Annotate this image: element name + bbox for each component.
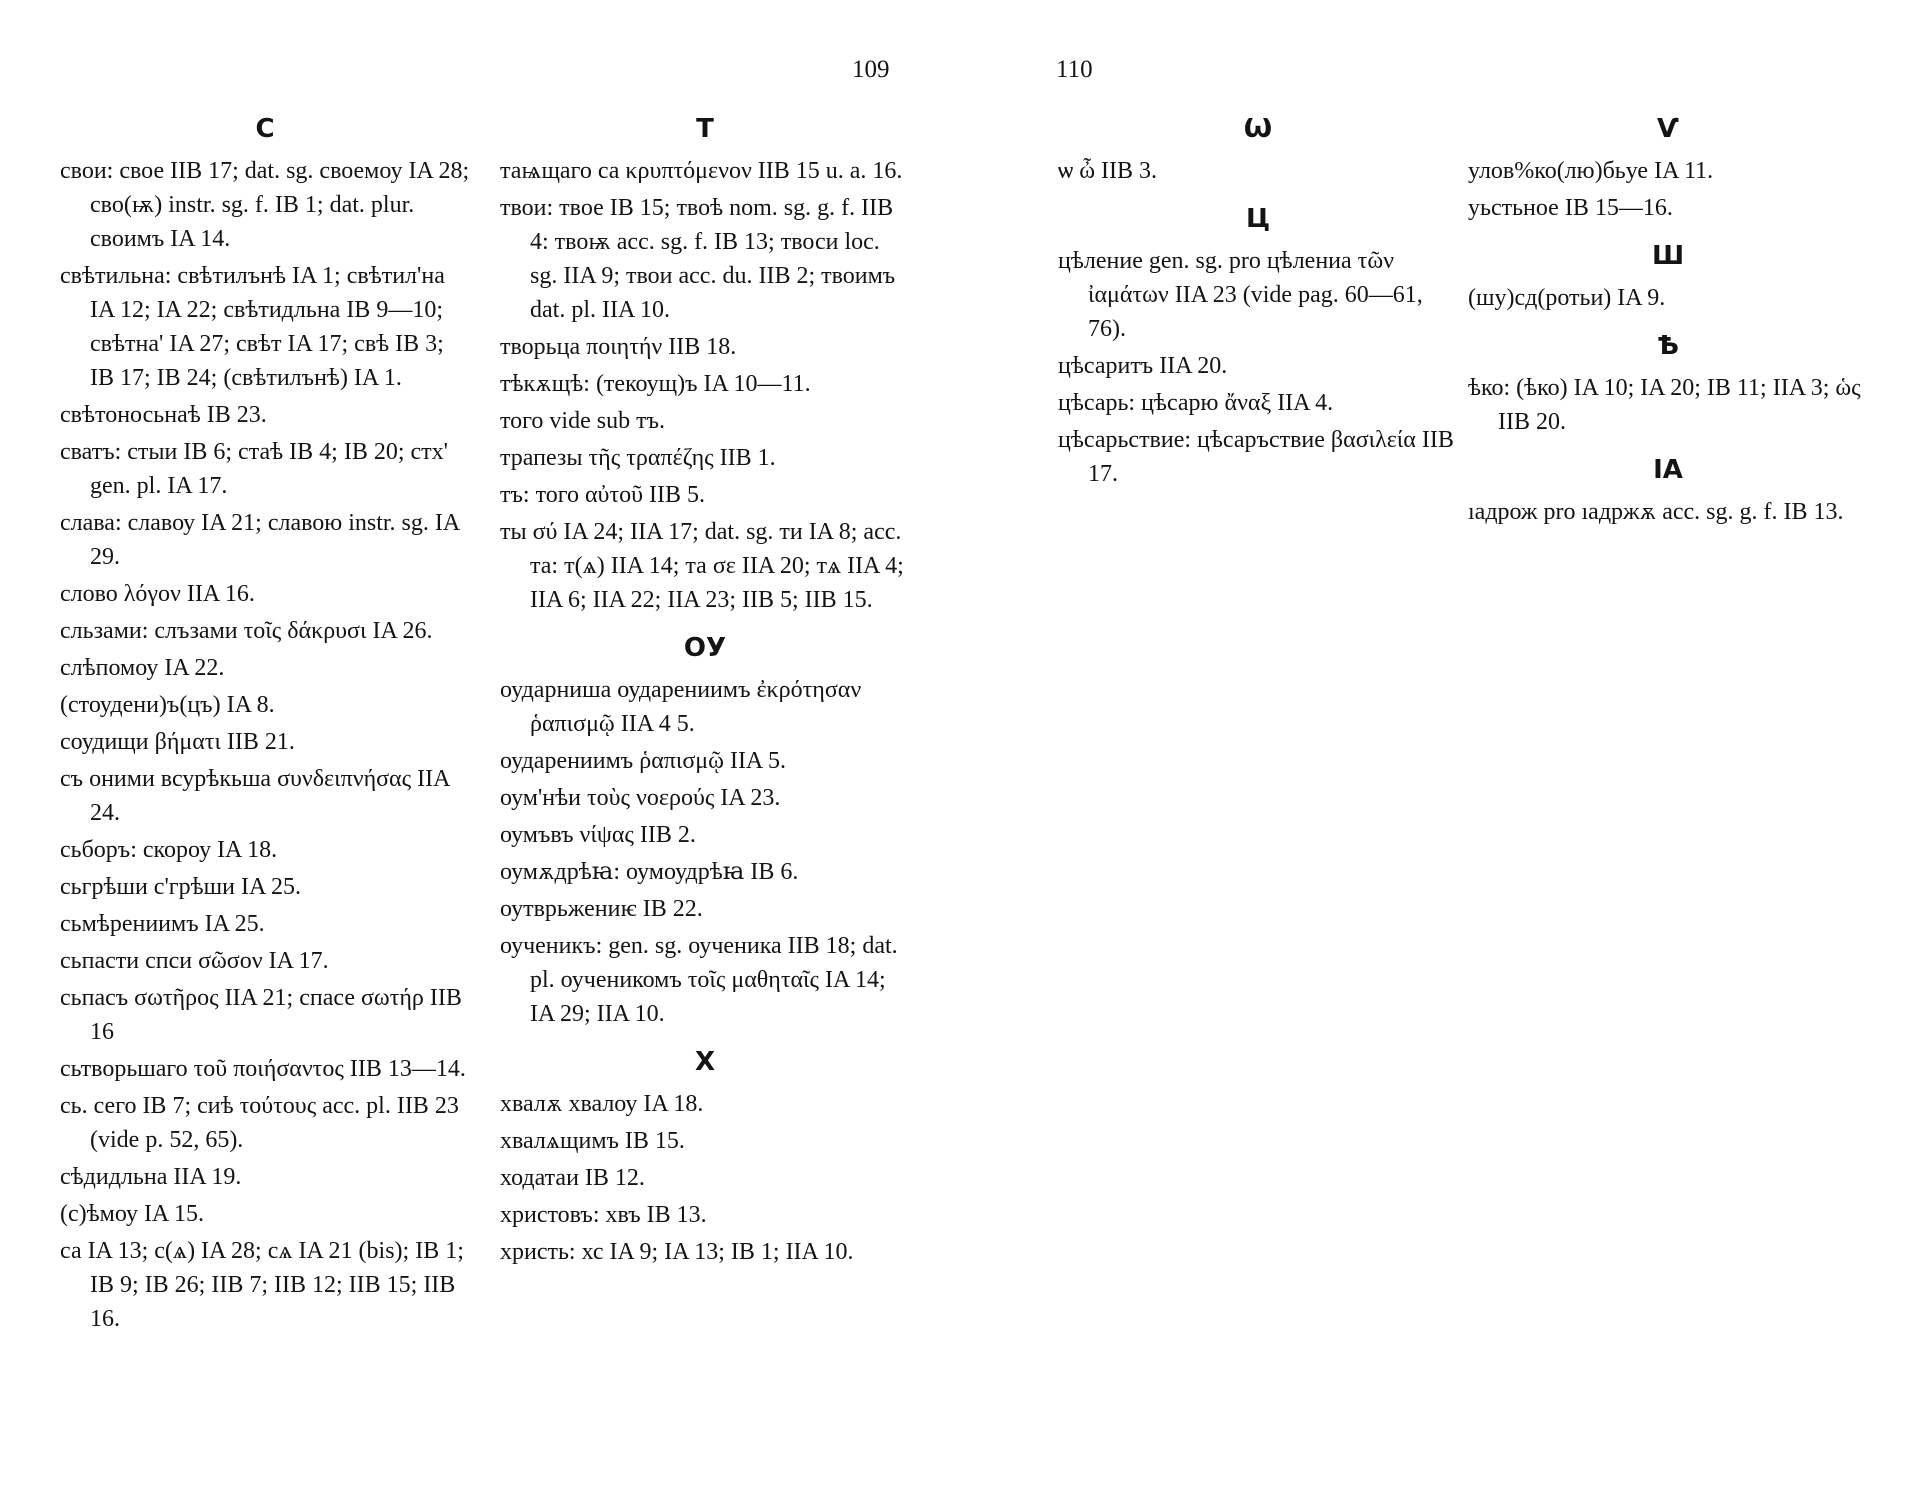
page-number-right: 110: [1056, 56, 1093, 83]
glossary-entry: ты σύ IA 24; IIA 17; dat. sg. ти IA 8; acc. та: т(ѧ) IIA 14; та σε IIA 20; тѧ IIA 4; IIA 6; IIA 22; IIA 23; IIB 5; IIB 15.: [500, 519, 904, 613]
section-heading: Ш: [1651, 241, 1685, 271]
glossary-entry: (с)ѣмоу IA 15.: [60, 1201, 204, 1227]
glossary-entry: са IA 13; с(ѧ) IA 28; сѧ IA 21 (bis); IB 1; IB 9; IB 26; IIB 7; IIB 12; IIB 15; IIB 16.: [60, 1238, 464, 1332]
section-heading: С: [255, 114, 275, 144]
glossary-entry: сватъ: стыи IB 6; стаѣ IB 4; IB 20; стх' gen. pl. IA 17.: [60, 439, 448, 499]
glossary-entry: оумѫдрѣꙗ: оумоудрѣꙗ IB 6.: [500, 859, 799, 885]
glossary-entry: оум'нѣи τοὺς νοερούς IA 23.: [500, 785, 781, 811]
glossary-entry: уьстьное IB 15—16.: [1468, 195, 1673, 221]
glossary-entry: оударениимъ ῥαπισμῷ IIA 5.: [500, 748, 786, 774]
glossary-entry: христь: хс IA 9; IA 13; IB 1; IIA 10.: [500, 1239, 854, 1265]
glossary-entry: твои: твое IB 15; твоѣ nom. sg. g. f. IIB 4: твоѭ acc. sg. f. IB 13; твоси loc. sg. IIA 9; твои acc. du. IIB 2; твоимъ dat. pl. IIA 10.: [500, 195, 896, 323]
glossary-entry: тѣкѫщѣ: (текоущ)ъ IA 10—11.: [500, 371, 811, 397]
glossary-entry: сь. сего IB 7; сиѣ τούτους acc. pl. IIB 23 (vide p. 52, 65).: [60, 1093, 459, 1153]
glossary-entry: ıадрож pro ıадржѫ acc. sg. g. f. IB 13.: [1468, 499, 1844, 525]
section-heading: Ѵ: [1656, 114, 1680, 144]
glossary-entry: цѣсаритъ IIA 20.: [1058, 353, 1228, 379]
glossary-column-2: [500, 112, 910, 1272]
section-heading: Ц: [1245, 204, 1271, 234]
glossary-entry: сьгрѣши с'грѣши IA 25.: [60, 874, 301, 900]
glossary-entry: сьпасти спси σῶσον IA 17.: [60, 948, 329, 974]
glossary-entry: слава: славоу IA 21; славою instr. sg. IA 29.: [60, 510, 459, 570]
glossary-entry: свои: свое IIB 17; dat. sg. своемоу IA 28; сво(ѭ) instr. sg. f. IB 1; dat. plur. своимъ IA 14.: [60, 158, 470, 252]
glossary-entry: слѣпомоу IA 22.: [60, 655, 225, 681]
glossary-entry: свѣтильна: свѣтилънѣ IA 1; свѣтил'на IA 12; IA 22; свѣтидльна IB 9—10; свѣтна' IA 27; свѣт IA 17; свѣ IB 3; IB 17; IB 24; (свѣтилънѣ) IA 1.: [60, 263, 445, 391]
section-heading: Ѡ: [1243, 114, 1273, 144]
section-heading: Т: [696, 114, 714, 144]
glossary-entry: сьтворьшаго τοῦ ποιήσαντος IIB 13—14.: [60, 1056, 466, 1082]
glossary-column-4: [1468, 112, 1868, 532]
glossary-entry: сьпасъ σωτῆρος IIA 21; спасе σωτήρ IIB 16: [60, 985, 462, 1045]
glossary-column-3: [1058, 112, 1458, 494]
glossary-entry: того vide sub тъ.: [500, 408, 665, 434]
glossary-entry: свѣтоносьнаѣ IB 23.: [60, 402, 267, 428]
glossary-entry: оутврьжениѥ IB 22.: [500, 896, 703, 922]
glossary-entry: оученикъ: gen. sg. оученика IIB 18; dat. pl. оученикомъ τοῖς μαθηταῖς IA 14; IA 29; IIA 10.: [500, 933, 898, 1027]
glossary-entry: трапезы τῆς τραπέζης IIB 1.: [500, 445, 776, 471]
glossary-entry: сльзами: слъзами τοῖς δάκρυσι IA 26.: [60, 618, 433, 644]
glossary-entry: (стоудени)ъ(цъ) IA 8.: [60, 692, 275, 718]
glossary-entry: хвалѫ хвалоу IA 18.: [500, 1091, 704, 1117]
glossary-entry: соудищи βήματι IIB 21.: [60, 729, 295, 755]
glossary-entry: творьца ποιητήν IIB 18.: [500, 334, 737, 360]
glossary-entry: сьборъ: скороу IA 18.: [60, 837, 278, 863]
glossary-entry: сьмѣрениимъ IA 25.: [60, 911, 265, 937]
glossary-entry: таѩщаго са κρυπτόμενον IIB 15 u. a. 16.: [500, 158, 903, 184]
glossary-entry: цѣсарь: цѣсарю ἄναξ IIA 4.: [1058, 390, 1334, 416]
section-heading: ІА: [1653, 455, 1683, 485]
glossary-entry: ѣко: (ѣко) IA 10; IA 20; IB 11; IIA 3; ὡς IIB 20.: [1468, 375, 1861, 435]
glossary-entry: цѣсарьствие: цѣсаръствие βασιλεία IIB 17.: [1058, 427, 1454, 487]
glossary-entry: ходатаи IB 12.: [500, 1165, 645, 1191]
glossary-column-1: [60, 112, 470, 1339]
glossary-entry: улов%ко(лю)бьуе IA 11.: [1468, 158, 1714, 184]
glossary-entry: слово λόγον IIA 16.: [60, 581, 255, 607]
glossary-entry: оударниша оударениимъ ἐκρότησαν ῥαπισμῷ IIA 4 5.: [500, 677, 862, 737]
glossary-entry: оумъвъ νίψας IIB 2.: [500, 822, 696, 848]
section-heading: ОУ: [683, 633, 727, 663]
glossary-entry: хвалѧщимъ IB 15.: [500, 1128, 685, 1154]
glossary-entry: (шу)сд(ротьи) IA 9.: [1468, 285, 1666, 311]
glossary-entry: сѣдидльна IIA 19.: [60, 1164, 242, 1190]
glossary-entry: съ оними всурѣкьша συνδειπνήσας IIA 24.: [60, 766, 450, 826]
page-number-left: 109: [852, 56, 890, 83]
glossary-entry: христовъ: хвъ IB 13.: [500, 1202, 707, 1228]
section-heading: Ѣ: [1657, 331, 1679, 361]
section-heading: Х: [694, 1047, 716, 1077]
glossary-entry: цѣление gen. sg. pro цѣлениа τῶν ἰαμάτων IIA 23 (vide pag. 60—61, 76).: [1058, 248, 1423, 342]
glossary-entry: тъ: того αὐτοῦ IIB 5.: [500, 482, 705, 508]
glossary-entry: ѡ ὦ IIB 3.: [1058, 158, 1157, 184]
